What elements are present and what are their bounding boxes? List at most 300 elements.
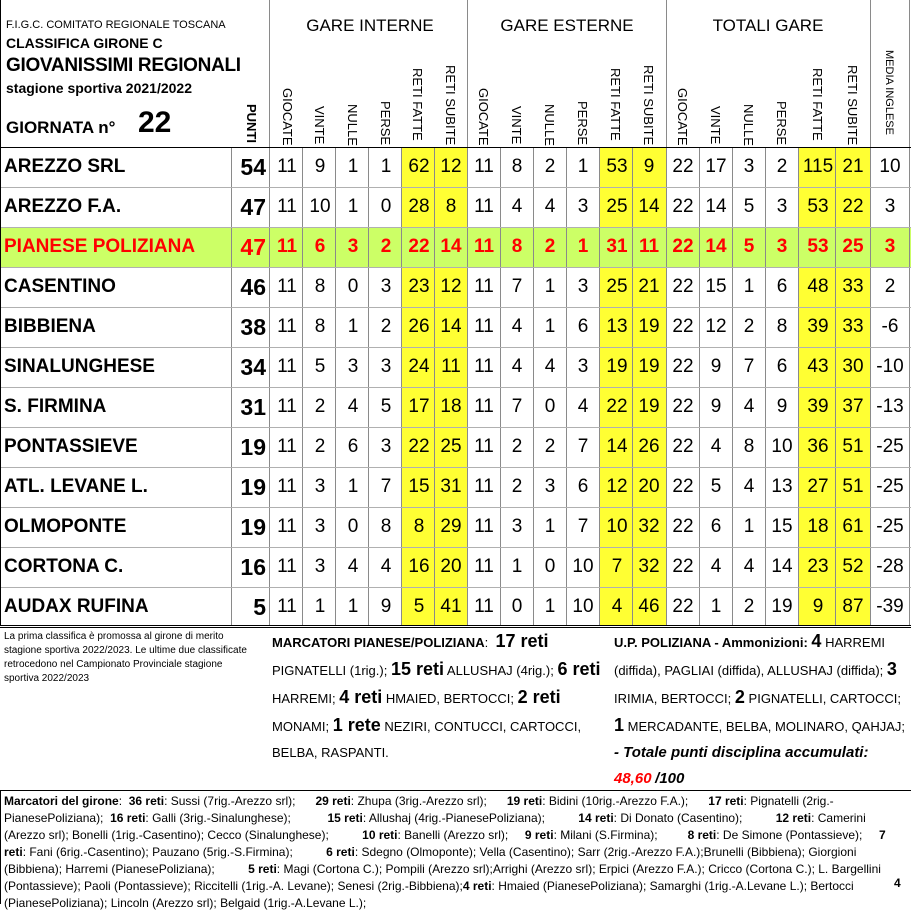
girone-scorers-names: : Pignatelli (2rig.-PianesePoliziana);	[4, 794, 834, 825]
home-reti-fatte-cell: 8	[413, 516, 425, 537]
away-reti-subite-cell: 11	[638, 236, 660, 257]
total-reti-subite-cell: 61	[842, 516, 864, 537]
team-points: 34	[240, 354, 266, 380]
away-giocate-cell: 11	[474, 156, 494, 177]
column-divider	[566, 147, 567, 625]
away-perse-cell: 4	[577, 396, 589, 417]
away-reti-fatte-cell: 25	[606, 196, 628, 217]
total-reti-fatte-cell: 36	[807, 436, 829, 457]
home-reti-subite-cell: 31	[440, 476, 462, 497]
home-reti-subite-cell: 11	[441, 356, 461, 377]
away-perse-cell: 7	[577, 436, 589, 457]
total-giocate-cell: 22	[672, 516, 694, 537]
total-reti-subite-cell: 25	[842, 236, 864, 257]
total-giocate-cell: 22	[672, 556, 694, 577]
total-perse-cell: 19	[771, 596, 793, 617]
scorers-4: 4 reti	[339, 687, 383, 707]
media-inglese-cell: -28	[876, 556, 904, 577]
total-giocate-cell: 22	[672, 236, 694, 257]
home-reti-fatte-cell: 62	[408, 156, 430, 177]
away-giocate-cell: 11	[474, 316, 494, 337]
home-giocate-cell: 11	[277, 476, 297, 497]
table-row	[0, 187, 911, 227]
away-giocate-cell: 11	[474, 356, 494, 377]
home-games-header: GARE INTERNE	[306, 16, 434, 35]
away-nulle-cell: 2	[544, 236, 556, 257]
total-vinte-cell: 4	[710, 436, 722, 457]
ammonizioni-3: 3	[886, 659, 897, 679]
total-reti-subite-cell: 33	[842, 276, 864, 297]
team-points: 47	[240, 234, 266, 260]
scorers-17: 17 reti	[495, 631, 549, 651]
girone-scorers-goals: 29 reti	[315, 794, 351, 808]
total-reti-subite-cell: 52	[842, 556, 864, 577]
home-vinte-cell: 10	[309, 196, 331, 217]
media-inglese-cell: 10	[879, 156, 901, 177]
column-divider	[732, 147, 733, 625]
girone-scorers-names: : Sussi (7rig.-Arezzo srl);	[164, 794, 316, 808]
column-divider	[269, 0, 270, 625]
away-reti-subite-cell: 21	[638, 276, 660, 297]
girone-scorers-names: : Camerini (Arezzo srl); Bonelli (1rig.-Casentino); Cecco (Sinalunghese);	[4, 811, 870, 842]
home-vinte-cell: 6	[314, 236, 326, 257]
column-divider	[870, 0, 871, 625]
away-nulle-cell: 1	[544, 316, 556, 337]
home-perse-cell: 7	[380, 476, 392, 497]
away-reti-fatte-cell: 22	[606, 396, 628, 417]
away-reti-subite-cell: 26	[638, 436, 660, 457]
total-reti-fatte-cell: 48	[807, 276, 829, 297]
ammonizioni-2-names: PIGNATELLI, CARTOCCI;	[748, 691, 901, 706]
away-perse-cell: 1	[577, 236, 589, 257]
girone-scorers-names: : Sdegno (Olmoponte); Vella (Casentino); Sarr (2rig.-Arezzo F.A.);Brunelli (Bibbiena); Giorgioni (Bibbiena); Harremi (PianesePoliziana);	[4, 845, 860, 876]
column-divider	[533, 147, 534, 625]
home-reti-fatte-cell: 23	[408, 276, 430, 297]
total-perse-cell: 14	[771, 556, 793, 577]
girone-scorers-names: : Banelli (Arezzo srl);	[397, 828, 525, 842]
column-divider	[765, 147, 766, 625]
girone-scorers-goals: 10 reti	[362, 828, 398, 842]
row-divider	[0, 387, 911, 388]
away-reti-fatte-cell: 7	[611, 556, 623, 577]
total-reti-fatte-cell: 9	[812, 596, 824, 617]
column-divider	[434, 147, 435, 625]
girone-scorers-goals: 16 reti	[110, 811, 146, 825]
total-nulle-cell: 2	[743, 596, 755, 617]
team-name: S. FIRMINA	[4, 396, 107, 417]
home-vinte-cell: 3	[314, 516, 326, 537]
total-subite-header: RETI SUBITE	[845, 65, 860, 146]
table-row	[0, 467, 911, 507]
page-number: 4	[894, 876, 901, 890]
table-row	[0, 347, 911, 387]
away-reti-subite-cell: 20	[638, 476, 660, 497]
girone-scorers-goals: 19 reti	[506, 794, 543, 808]
total-reti-subite-cell: 21	[842, 156, 864, 177]
away-reti-fatte-cell: 12	[606, 476, 628, 497]
season-label: stagione sportiva 2021/2022	[6, 80, 192, 96]
total-fatte-header: RETI FATTE	[810, 68, 825, 141]
away-vinte-cell: 7	[511, 276, 523, 297]
row-divider	[0, 587, 911, 588]
team-scorers: MARCATORI PIANESE/POLIZIANA: 17 reti PIGNATELLI (1rig.); 15 reti ALLUSHAJ (4rig.); 6 reti HARREMI; 4 reti HMAIED, BERTOCCI; 2 reti MONAMI; 1 rete NEZIRI, CONTUCCI, CARTOCCI, BELBA, RASPANTI.	[272, 631, 601, 760]
giornata-number: 22	[138, 106, 172, 139]
scorers-2: 2 reti	[517, 687, 561, 707]
total-giocate-cell: 22	[672, 596, 694, 617]
home-perse-cell: 2	[380, 236, 392, 257]
total-perse-cell: 3	[776, 196, 788, 217]
total-vinte-header: VINTE	[708, 106, 723, 145]
home-perse-cell: 8	[380, 516, 392, 537]
away-vinte-cell: 8	[511, 156, 523, 177]
home-perse-cell: 3	[380, 356, 392, 377]
away-subite-header: RETI SUBITE	[641, 65, 656, 146]
media-inglese-cell: -13	[876, 396, 904, 417]
girone-scorers-names: : Allushaj (4rig.-PianesePoliziana);	[362, 811, 579, 825]
media-inglese-cell: 3	[884, 196, 896, 217]
standings-header	[0, 0, 911, 147]
home-nulle-cell: 1	[347, 596, 359, 617]
home-reti-subite-cell: 25	[440, 436, 462, 457]
total-nulle-cell: 3	[743, 156, 755, 177]
row-divider	[0, 227, 911, 228]
home-perse-cell: 5	[380, 396, 392, 417]
team-name: ATL. LEVANE L.	[4, 476, 148, 497]
total-giocate-cell: 22	[672, 396, 694, 417]
away-giocate-cell: 11	[474, 476, 494, 497]
total-reti-subite-cell: 51	[842, 436, 864, 457]
girone-scorers-goals: 14 reti	[578, 811, 614, 825]
home-reti-subite-cell: 29	[440, 516, 462, 537]
team-scorers-title: MARCATORI PIANESE/POLIZIANA	[272, 635, 485, 650]
total-vinte-cell: 14	[705, 196, 727, 217]
media-inglese-cell: -39	[876, 596, 904, 617]
home-perse-header: PERSE	[378, 101, 393, 146]
total-perse-cell: 15	[771, 516, 793, 537]
away-reti-fatte-cell: 53	[606, 156, 628, 177]
table-row	[0, 587, 911, 627]
away-vinte-cell: 0	[511, 596, 523, 617]
home-vinte-cell: 1	[314, 596, 326, 617]
total-perse-cell: 13	[771, 476, 793, 497]
girone-scorers-goals: 12 reti	[775, 811, 812, 825]
away-giocate-cell: 11	[474, 196, 494, 217]
home-reti-subite-cell: 12	[440, 276, 462, 297]
home-reti-subite-cell: 20	[440, 556, 462, 577]
row-divider	[0, 507, 911, 508]
girone-scorers-goals: 8 reti	[687, 828, 717, 842]
total-giocate-cell: 22	[672, 156, 694, 177]
total-vinte-cell: 1	[710, 596, 722, 617]
punti-header: PUNTI	[244, 104, 259, 143]
home-vinte-cell: 9	[314, 156, 326, 177]
away-perse-cell: 6	[577, 476, 589, 497]
away-vinte-cell: 4	[511, 356, 523, 377]
total-vinte-cell: 15	[705, 276, 727, 297]
team-name: BIBBIENA	[4, 316, 96, 337]
column-divider	[335, 147, 336, 625]
away-nulle-cell: 2	[544, 436, 556, 457]
scorers-17-names: PIGNATELLI (1rig.);	[272, 663, 388, 678]
total-vinte-cell: 17	[705, 156, 727, 177]
girone-scorers-names: :	[118, 794, 129, 808]
row-divider	[0, 427, 911, 428]
away-perse-header: PERSE	[575, 101, 590, 146]
team-points: 54	[240, 154, 266, 180]
federation-label: F.I.G.C. COMITATO REGIONALE TOSCANA	[6, 19, 226, 31]
away-giocate-cell: 11	[474, 556, 494, 577]
home-subite-header: RETI SUBITE	[443, 65, 458, 146]
girone-scorers-goals: 9 reti	[524, 828, 554, 842]
away-nulle-cell: 1	[544, 276, 556, 297]
media-inglese-cell: 2	[884, 276, 896, 297]
total-reti-subite-cell: 33	[842, 316, 864, 337]
away-vinte-cell: 3	[511, 516, 523, 537]
away-reti-fatte-cell: 14	[606, 436, 628, 457]
total-giocate-cell: 22	[672, 316, 694, 337]
total-games-header: TOTALI GARE	[712, 16, 824, 35]
home-giocate-cell: 11	[277, 276, 297, 297]
away-nulle-cell: 1	[544, 596, 556, 617]
home-reti-fatte-cell: 24	[408, 356, 430, 377]
away-vinte-cell: 7	[511, 396, 523, 417]
away-nulle-cell: 0	[544, 556, 556, 577]
team-name: CORTONA C.	[4, 556, 124, 577]
girone-scorers-names: : Milani (S.Firmina);	[553, 828, 688, 842]
home-reti-fatte-cell: 5	[413, 596, 425, 617]
total-vinte-cell: 6	[710, 516, 722, 537]
girone-scorers-names: : Galli (3rig.-Sinalunghese);	[145, 811, 328, 825]
scorers-15-names: ALLUSHAJ (4rig.);	[446, 663, 554, 678]
column-divider	[599, 147, 600, 625]
away-giocate-cell: 11	[474, 436, 494, 457]
home-nulle-cell: 3	[347, 236, 359, 257]
girone-scorers-goals: Marcatori del girone	[4, 794, 119, 808]
row-divider	[0, 267, 911, 268]
team-points: 19	[240, 434, 266, 460]
total-perse-cell: 9	[776, 396, 788, 417]
team-name: AREZZO SRL	[4, 156, 126, 177]
home-reti-fatte-cell: 17	[408, 396, 430, 417]
away-perse-cell: 3	[577, 196, 589, 217]
away-giocate-cell: 11	[474, 516, 494, 537]
total-vinte-cell: 14	[705, 236, 727, 257]
total-nulle-cell: 7	[743, 356, 755, 377]
home-perse-cell: 9	[380, 596, 392, 617]
away-giocate-cell: 11	[474, 596, 494, 617]
home-nulle-cell: 1	[347, 196, 359, 217]
home-reti-subite-cell: 41	[440, 596, 462, 617]
home-nulle-cell: 6	[347, 436, 359, 457]
total-nulle-cell: 5	[743, 196, 755, 217]
column-divider	[401, 147, 402, 625]
away-giocate-cell: 11	[473, 236, 495, 257]
table-row	[0, 507, 911, 547]
team-name: CASENTINO	[4, 276, 116, 297]
total-reti-fatte-cell: 115	[802, 156, 834, 177]
promotion-note: La prima classifica è promossa al girone di merito stagione sportiva 2022/2023. Le ultime due classificate retrocedono nel Campionato Provinciale stagione sportiva 2022/2023	[4, 631, 247, 684]
team-points: 19	[240, 474, 266, 500]
home-giocate-cell: 11	[277, 596, 297, 617]
total-giocate-cell: 22	[672, 476, 694, 497]
ammonizioni-4: 4	[811, 631, 822, 651]
discipline-title: U.P. POLIZIANA - Ammonizioni:	[614, 635, 808, 650]
away-reti-subite-cell: 19	[638, 396, 660, 417]
away-vinte-header: VINTE	[509, 106, 524, 145]
home-vinte-cell: 8	[314, 276, 326, 297]
home-giocate-cell: 11	[277, 156, 297, 177]
home-nulle-header: NULLE	[345, 104, 360, 146]
column-divider	[302, 147, 303, 625]
team-name: SINALUNGHESE	[4, 356, 155, 377]
scorers-2-names: MONAMI;	[272, 719, 330, 734]
scorers-4-names: HMAIED, BERTOCCI;	[385, 691, 514, 706]
home-giocate-cell: 11	[277, 396, 297, 417]
girone-scorers-names: : Zhupa (3rig.-Arezzo srl);	[350, 794, 507, 808]
total-vinte-cell: 12	[705, 316, 727, 337]
away-nulle-cell: 3	[544, 476, 556, 497]
team-points: 31	[240, 394, 266, 420]
column-divider	[699, 147, 700, 625]
border-line	[0, 790, 1, 904]
row-divider	[0, 307, 911, 308]
home-vinte-cell: 8	[314, 316, 326, 337]
away-games-header: GARE ESTERNE	[500, 16, 634, 35]
home-giocate-cell: 11	[276, 236, 298, 257]
total-perse-cell: 2	[776, 156, 788, 177]
girone-scorers-goals: 36 reti	[128, 794, 165, 808]
home-giocate-cell: 11	[277, 436, 297, 457]
total-giocate-cell: 22	[672, 436, 694, 457]
away-perse-cell: 7	[577, 516, 589, 537]
column-divider	[231, 147, 232, 625]
home-giocate-cell: 11	[277, 196, 297, 217]
column-divider	[909, 0, 910, 625]
home-giocate-cell: 11	[277, 316, 297, 337]
home-perse-cell: 3	[380, 276, 392, 297]
away-reti-fatte-cell: 25	[606, 276, 628, 297]
away-perse-cell: 6	[577, 316, 589, 337]
home-vinte-cell: 2	[314, 436, 326, 457]
total-perse-cell: 10	[771, 436, 793, 457]
girone-scorers-names: : Di Donato (Casentino);	[613, 811, 776, 825]
table-row	[0, 387, 911, 427]
home-perse-cell: 4	[380, 556, 392, 577]
scorers-6-names: HARREMI;	[272, 691, 336, 706]
total-nulle-header: NULLE	[741, 104, 756, 146]
girone-scorers-goals: 4 reti	[462, 879, 492, 893]
column-divider	[368, 147, 369, 625]
away-fatte-header: RETI FATTE	[608, 68, 623, 141]
home-reti-fatte-cell: 26	[408, 316, 430, 337]
total-reti-subite-cell: 30	[842, 356, 864, 377]
row-divider	[0, 147, 911, 148]
away-reti-fatte-cell: 10	[606, 516, 628, 537]
home-reti-subite-cell: 14	[440, 316, 462, 337]
home-vinte-cell: 2	[314, 396, 326, 417]
total-reti-fatte-cell: 43	[807, 356, 829, 377]
border-line	[0, 0, 1, 625]
home-reti-subite-cell: 18	[440, 396, 462, 417]
row-divider	[0, 187, 911, 188]
total-reti-fatte-cell: 18	[807, 516, 829, 537]
scorers-1: 1 rete	[332, 715, 381, 735]
total-perse-cell: 6	[776, 276, 788, 297]
ammonizioni-3-names: IRIMIA, BERTOCCI;	[614, 691, 732, 706]
girone-scorers	[4, 793, 904, 912]
home-nulle-cell: 0	[347, 516, 359, 537]
home-reti-fatte-cell: 22	[408, 436, 430, 457]
home-reti-fatte-cell: 16	[408, 556, 430, 577]
home-nulle-cell: 4	[347, 396, 359, 417]
home-vinte-cell: 5	[314, 356, 326, 377]
home-nulle-cell: 3	[347, 356, 359, 377]
home-perse-cell: 2	[380, 316, 392, 337]
home-nulle-cell: 1	[347, 476, 359, 497]
home-perse-cell: 0	[380, 196, 392, 217]
team-name: OLMOPONTE	[4, 516, 127, 537]
away-perse-cell: 3	[577, 356, 589, 377]
home-nulle-cell: 4	[347, 556, 359, 577]
away-nulle-cell: 2	[544, 156, 556, 177]
total-nulle-cell: 8	[743, 436, 755, 457]
home-vinte-cell: 3	[314, 556, 326, 577]
row-divider	[0, 467, 911, 468]
home-nulle-cell: 1	[347, 156, 359, 177]
total-nulle-cell: 2	[743, 316, 755, 337]
table-row	[0, 227, 911, 267]
team-points: 19	[240, 514, 266, 540]
home-perse-cell: 3	[380, 436, 392, 457]
away-reti-subite-cell: 19	[638, 356, 660, 377]
home-giocate-cell: 11	[277, 556, 297, 577]
media-inglese-cell: -10	[876, 356, 904, 377]
total-giocate-header: GIOCATE	[675, 88, 690, 146]
ammonizioni-2: 2	[734, 687, 745, 707]
row-divider	[0, 547, 911, 548]
column-divider	[500, 147, 501, 625]
total-giocate-cell: 22	[672, 196, 694, 217]
away-giocate-cell: 11	[474, 396, 494, 417]
home-giocate-header: GIOCATE	[280, 88, 295, 146]
home-giocate-cell: 11	[277, 516, 297, 537]
home-reti-subite-cell: 8	[445, 196, 457, 217]
section-divider	[0, 625, 911, 626]
team-points: 5	[253, 594, 266, 620]
team-name: PONTASSIEVE	[4, 436, 138, 457]
discipline-total-label: - Totale punti disciplina accumulati:	[614, 744, 869, 761]
home-reti-subite-cell: 14	[440, 236, 462, 257]
media-inglese-header: MEDIA INGLESE	[883, 50, 895, 135]
away-reti-subite-cell: 32	[638, 556, 660, 577]
scorers-1-names: NEZIRI, CONTUCCI, CARTOCCI, BELBA, RASPANTI.	[272, 719, 582, 760]
total-reti-fatte-cell: 27	[807, 476, 829, 497]
away-perse-cell: 10	[572, 556, 594, 577]
away-reti-subite-cell: 19	[638, 316, 660, 337]
away-reti-subite-cell: 32	[638, 516, 660, 537]
total-vinte-cell: 4	[710, 556, 722, 577]
team-points: 38	[240, 314, 266, 340]
girone-scorers-goals: 6 reti	[326, 845, 355, 859]
away-giocate-cell: 11	[474, 276, 494, 297]
away-perse-cell: 10	[572, 596, 594, 617]
team-name: PIANESE POLIZIANA	[4, 236, 196, 257]
girone-scorers-names: : Bidini (10rig.-Arezzo F.A.);	[542, 794, 709, 808]
away-reti-subite-cell: 46	[638, 596, 660, 617]
home-vinte-cell: 3	[314, 476, 326, 497]
total-nulle-cell: 5	[743, 236, 755, 257]
team-name: AREZZO F.A.	[4, 196, 122, 217]
